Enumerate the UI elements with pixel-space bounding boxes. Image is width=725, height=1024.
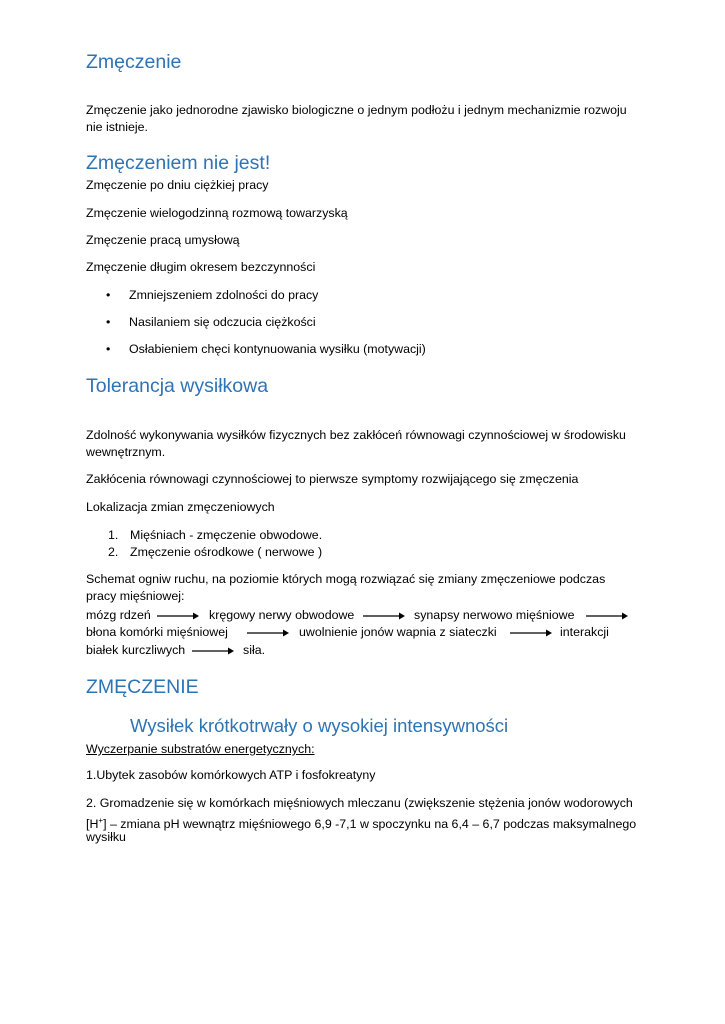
arrow-icon <box>363 611 405 621</box>
bullet-item <box>106 287 318 304</box>
chain-interaction: interakcji <box>560 625 609 639</box>
item-text: Mięśniach - zmęczenie obwodowe. <box>130 528 323 542</box>
bullet-symbol: • <box>106 315 111 329</box>
heading-not-fatigue: Zmęczeniem nie jest! <box>86 152 271 174</box>
disturbances-paragraph: Zakłócenia równowagi czynnościowej to pierwsze symptomy rozwijającego się zmęczenia <box>86 472 579 486</box>
point-1: 1.Ubytek zasobów komórkowych ATP i fosfokreatyny <box>86 768 376 782</box>
hydrogen-charge: + <box>98 816 104 825</box>
arrow-icon <box>247 628 289 638</box>
arrow-icon <box>510 628 552 638</box>
depletion-heading: Wyczerpanie substratów energetycznych: <box>86 742 315 756</box>
chain-proteins: białek kurczliwych <box>86 643 186 657</box>
point-2-bracket: [H <box>86 817 99 832</box>
subheading-short-intense: Wysiłek krótkotrwały o wysokiej intensywności <box>130 715 509 736</box>
not-item: Zmęczenie wielogodzinną rozmową towarzyską <box>86 206 348 220</box>
arrow-icon <box>586 611 628 621</box>
chain-membrane: błona komórki mięśniowej <box>86 625 228 639</box>
localization-paragraph: Lokalizacja zmian zmęczeniowych <box>86 500 275 514</box>
chain-synapses: synapsy nerwowo mięśniowe <box>414 608 575 622</box>
item-number: 2. <box>108 545 119 559</box>
intro-paragraph: Zmęczenie jako jednorodne zjawisko biologiczne o jednym podłożu i jednym mechanizmie rozwoju nie istnieje. <box>86 103 627 134</box>
not-item: Zmęczenie pracą umysłową <box>86 233 240 247</box>
chain-calcium: uwolnienie jonów wapnia z siateczki <box>299 625 497 639</box>
chain-force: siła. <box>243 643 266 657</box>
numbered-item <box>108 544 322 561</box>
bullet-text: Osłabieniem chęci kontynuowania wysiłku (motywacji) <box>129 342 426 356</box>
arrow-icon <box>192 646 234 656</box>
not-item: Zmęczenie długim okresem bezczynności <box>86 260 316 274</box>
item-text: Zmęczenie ośrodkowe ( nerwowe ) <box>130 545 323 559</box>
bullet-symbol: • <box>106 288 111 302</box>
arrow-icon <box>157 611 199 621</box>
heading-caps-fatigue: ZMĘCZENIE <box>86 676 199 698</box>
bullet-item <box>106 341 426 358</box>
heading-tolerance: Tolerancja wysiłkowa <box>86 375 269 397</box>
scheme-intro: Schemat ogniw ruchu, na poziomie których mogą rozwiązać się zmiany zmęczeniowe podczas pracy mięśniowej: <box>86 572 606 603</box>
tolerance-definition: Zdolność wykonywania wysiłków fizycznych bez zakłóceń równowagi czynnościowej w środowisku wewnętrznym. <box>86 428 626 459</box>
point-2-line-3: wysiłku <box>86 830 126 844</box>
item-number: 1. <box>108 528 119 542</box>
point-2-rest: ] – zmiana pH wewnątrz mięśniowego 6,9 -7,1 w spoczynku na 6,4 – 6,7 podczas maksymalnego <box>103 817 637 832</box>
bullet-text: Nasilaniem się odczucia ciężkości <box>129 315 316 329</box>
chain-brain: mózg rdzeń <box>86 608 151 622</box>
point-2-line-1: 2. Gromadzenie się w komórkach mięśniowych mleczanu (zwiększenie stężenia jonów wodorowych <box>86 796 633 810</box>
heading-fatigue: Zmęczenie <box>86 51 182 73</box>
bullet-symbol: • <box>106 342 111 356</box>
not-item: Zmęczenie po dniu ciężkiej pracy <box>86 178 269 192</box>
bullet-text: Zmniejszeniem zdolności do pracy <box>129 288 319 302</box>
bullet-item <box>106 314 316 331</box>
chain-nerves: kręgowy nerwy obwodowe <box>209 608 355 622</box>
numbered-item <box>108 527 322 544</box>
